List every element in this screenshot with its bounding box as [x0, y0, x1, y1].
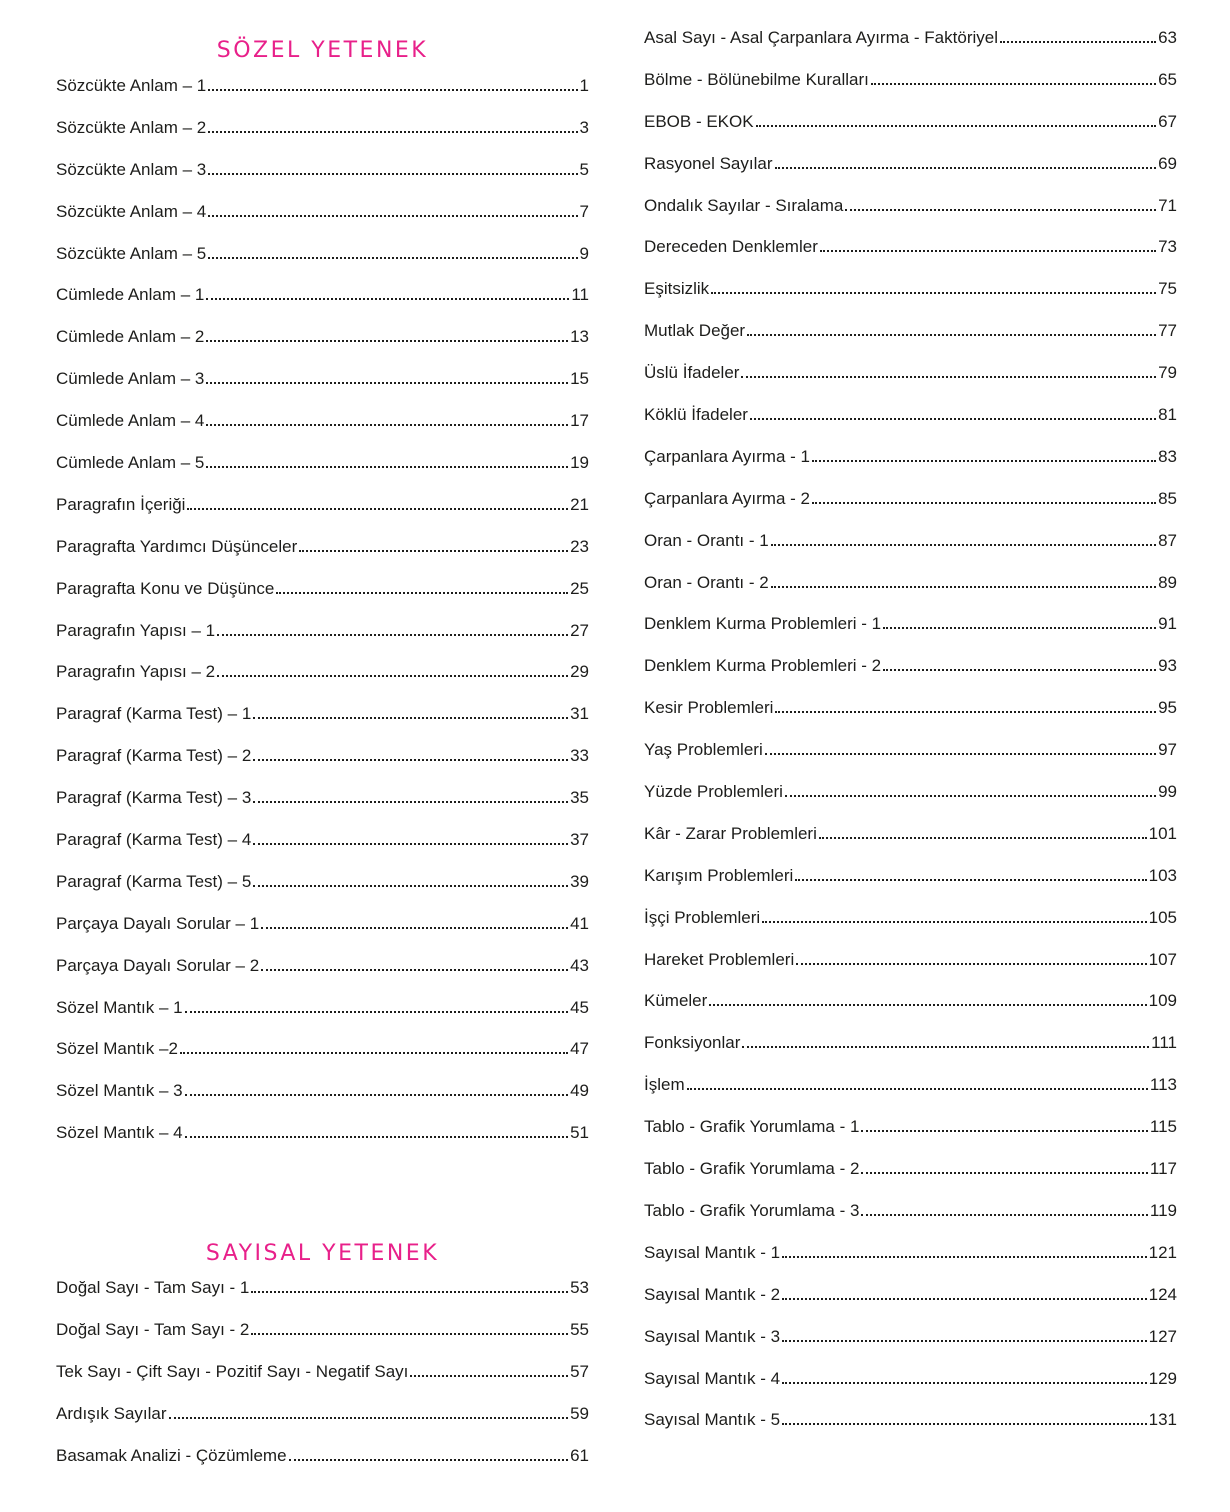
toc-entry-title: Paragrafta Yardımcı Düşünceler [56, 536, 298, 556]
toc-entry-title: Kâr - Zarar Problemleri [644, 823, 817, 843]
toc-entry-title: Cümlede Anlam – 1 [56, 285, 205, 305]
toc-entry-title: Doğal Sayı - Tam Sayı - 1 [56, 1278, 250, 1297]
toc-entry-title: İşlem [644, 1075, 685, 1095]
dot-leader [820, 236, 1156, 252]
toc-entry-page-number: 43 [570, 955, 589, 975]
toc-entry [644, 27, 1177, 69]
dot-leader [251, 1277, 568, 1293]
toc-entry-page-number: 124 [1148, 1284, 1177, 1304]
toc-entry-title: Rasyonel Sayılar [644, 153, 773, 173]
toc-entry-title: Sayısal Mantık - 4 [644, 1368, 781, 1388]
toc-entry-title: Mutlak Değer [644, 321, 746, 341]
dot-leader [253, 871, 568, 887]
toc-entry-title: Paragraf (Karma Test) – 1 [56, 704, 252, 724]
toc-entry-title: Paragraf (Karma Test) – 4 [56, 830, 252, 850]
toc-entry-page-number: 79 [1158, 363, 1177, 383]
toc-entry-page-number: 97 [1158, 740, 1177, 760]
toc-entry-page-number: 41 [570, 913, 589, 933]
dot-leader [812, 488, 1156, 504]
toc-entry [56, 1277, 589, 1319]
dot-leader [206, 368, 568, 384]
dot-leader [206, 452, 568, 468]
toc-entry [56, 955, 589, 997]
toc-entry-title: Ardışık Sayılar [56, 1403, 167, 1423]
toc-entry [56, 201, 589, 243]
toc-entry-title: Basamak Analizi - Çözümleme [56, 1445, 287, 1465]
toc-entry-title: Cümlede Anlam – 4 [56, 411, 205, 431]
toc-entry-title: Hareket Problemleri [644, 949, 795, 969]
toc-entry [56, 745, 589, 787]
dot-leader [253, 703, 568, 719]
toc-entry [644, 655, 1177, 697]
toc-entry-page-number: 71 [1158, 195, 1177, 215]
dot-leader [187, 494, 568, 510]
dot-leader [217, 661, 568, 677]
toc-entry [644, 1116, 1177, 1158]
toc-entry [56, 620, 589, 662]
toc-entry [644, 153, 1177, 195]
dot-leader [1000, 27, 1156, 43]
toc-entry [644, 1368, 1177, 1410]
toc-entry [56, 871, 589, 913]
toc-entry-page-number: 111 [1151, 1033, 1177, 1053]
toc-entry [644, 1284, 1177, 1326]
toc-entry-title: Köklü İfadeler [644, 405, 748, 425]
toc-entry-page-number: 9 [579, 243, 589, 263]
toc-entry-title: Paragrafın Yapısı – 1 [56, 620, 216, 640]
toc-entry-title: Üslü İfadeler [644, 363, 740, 383]
toc-entry-page-number: 95 [1158, 698, 1177, 718]
toc-entry-page-number: 67 [1158, 111, 1177, 131]
toc-entry-title: Çarpanlara Ayırma - 2 [644, 488, 810, 508]
toc-entry [644, 613, 1177, 655]
toc-entry-page-number: 61 [570, 1445, 589, 1465]
dot-leader [742, 1032, 1149, 1048]
toc-entry-title: Denklem Kurma Problemleri - 2 [644, 656, 882, 676]
sayisal-section-title: SAYISAL YETENEK [205, 1241, 440, 1266]
toc-entry-title: Paragraf (Karma Test) – 5 [56, 871, 252, 891]
dot-leader [185, 1080, 568, 1096]
dot-leader [819, 823, 1147, 839]
toc-entry-page-number: 63 [1158, 28, 1177, 47]
toc-entry-page-number: 131 [1148, 1410, 1177, 1430]
toc-entry-title: Doğal Sayı - Tam Sayı - 2 [56, 1319, 250, 1339]
toc-entry [56, 117, 589, 159]
dot-leader [208, 75, 577, 91]
toc-entry [56, 578, 589, 620]
toc-entry [56, 368, 589, 410]
toc-entry-page-number: 127 [1148, 1326, 1177, 1346]
dot-leader [883, 655, 1156, 671]
dot-leader [756, 111, 1156, 127]
toc-entry-title: EBOB - EKOK [644, 111, 754, 131]
dot-leader [253, 745, 568, 761]
dot-leader [410, 1361, 568, 1377]
dot-leader [208, 201, 577, 217]
toc-entry [56, 159, 589, 201]
toc-entry-page-number: 115 [1149, 1117, 1177, 1137]
toc-entry-page-number: 49 [570, 1081, 589, 1101]
toc-entry-title: Paragrafın Yapısı – 2 [56, 662, 216, 682]
toc-entry [56, 1319, 589, 1361]
toc-entry-page-number: 13 [570, 327, 589, 347]
toc-entry [644, 278, 1177, 320]
toc-entry-title: Tablo - Grafik Yorumlama - 3 [644, 1200, 860, 1220]
toc-entry-page-number: 105 [1148, 907, 1177, 927]
toc-entry [644, 907, 1177, 949]
dot-leader [785, 781, 1156, 797]
toc-entry-page-number: 89 [1158, 572, 1177, 592]
toc-entry-title: Tablo - Grafik Yorumlama - 2 [644, 1159, 860, 1179]
toc-entry-page-number: 37 [570, 830, 589, 850]
dot-leader [795, 865, 1146, 881]
dot-leader [208, 243, 577, 259]
toc-entry-page-number: 93 [1158, 656, 1177, 676]
toc-entry [56, 913, 589, 955]
toc-entry-title: Yaş Problemleri [644, 740, 763, 760]
toc-entry-title: Yüzde Problemleri [644, 782, 783, 802]
dot-leader [782, 1368, 1147, 1384]
dot-leader [782, 1409, 1147, 1425]
dot-leader [687, 1074, 1148, 1090]
toc-entry [644, 572, 1177, 614]
toc-entry [56, 829, 589, 871]
toc-entry [644, 1326, 1177, 1368]
toc-entry-page-number: 121 [1148, 1242, 1177, 1262]
dot-leader [253, 829, 568, 845]
dot-leader [762, 907, 1146, 923]
sozel-toc-list [56, 75, 589, 1164]
toc-entry-title: Paragrafta Konu ve Düşünce [56, 578, 275, 598]
toc-entry-page-number: 27 [570, 620, 589, 640]
dot-leader [765, 739, 1156, 755]
toc-entry [644, 69, 1177, 111]
dot-leader [796, 949, 1146, 965]
toc-entry-page-number: 107 [1148, 949, 1177, 969]
toc-entry-page-number: 15 [570, 369, 589, 389]
toc-entry-page-number: 11 [571, 285, 589, 305]
toc-entry-page-number: 85 [1158, 488, 1177, 508]
toc-entry [56, 243, 589, 285]
toc-entry [644, 781, 1177, 823]
toc-entry-title: Oran - Orantı - 1 [644, 530, 769, 550]
toc-entry-page-number: 7 [579, 201, 589, 221]
toc-entry-page-number: 53 [570, 1278, 589, 1297]
toc-entry [644, 865, 1177, 907]
toc-entry-title: Sözel Mantık – 1 [56, 997, 183, 1017]
dot-leader [206, 410, 568, 426]
toc-entry-page-number: 51 [570, 1123, 589, 1143]
toc-entry-title: Kümeler [644, 991, 708, 1011]
toc-entry [644, 697, 1177, 739]
toc-entry [644, 195, 1177, 237]
dot-leader [861, 1158, 1147, 1174]
toc-entry-page-number: 31 [570, 704, 589, 724]
toc-entry-title: Paragraf (Karma Test) – 3 [56, 788, 252, 808]
toc-entry-title: Sözcükte Anlam – 2 [56, 117, 207, 137]
toc-entry-title: Sayısal Mantık - 5 [644, 1410, 781, 1430]
dot-leader [261, 955, 568, 971]
toc-entry [56, 326, 589, 368]
toc-entry-page-number: 87 [1158, 530, 1177, 550]
toc-entry [56, 1403, 589, 1445]
toc-entry-page-number: 129 [1148, 1368, 1177, 1388]
dot-leader [747, 320, 1156, 336]
toc-entry [56, 1361, 589, 1403]
toc-entry [644, 111, 1177, 153]
toc-entry [56, 410, 589, 452]
toc-entry [644, 446, 1177, 488]
dot-leader [711, 278, 1156, 294]
dot-leader [276, 578, 568, 594]
toc-entry [56, 494, 589, 536]
toc-entry-title: Sayısal Mantık - 1 [644, 1242, 781, 1262]
toc-entry-title: Çarpanlara Ayırma - 1 [644, 446, 810, 466]
dot-leader [217, 620, 568, 636]
toc-entry-title: Dereceden Denklemler [644, 237, 818, 257]
toc-entry [56, 787, 589, 829]
toc-entry-page-number: 83 [1158, 446, 1177, 466]
dot-leader [775, 697, 1156, 713]
toc-entry-title: İşçi Problemleri [644, 907, 761, 927]
toc-entry-page-number: 65 [1158, 69, 1177, 89]
toc-entry-page-number: 57 [570, 1361, 589, 1381]
dot-leader [871, 69, 1156, 85]
toc-entry-title: Oran - Orantı - 2 [644, 572, 769, 592]
toc-entry-page-number: 1 [579, 76, 589, 95]
toc-entry [56, 1038, 589, 1080]
toc-entry-title: Eşitsizlik [644, 279, 710, 299]
toc-entry [644, 320, 1177, 362]
toc-entry-page-number: 119 [1149, 1200, 1177, 1220]
sozel-section-title: SÖZEL YETENEK [216, 38, 429, 63]
dot-leader [775, 153, 1157, 169]
toc-entry-page-number: 103 [1148, 865, 1177, 885]
dot-leader [299, 536, 568, 552]
toc-entry-title: Sayısal Mantık - 3 [644, 1326, 781, 1346]
toc-entry [644, 1032, 1177, 1074]
dot-leader [741, 362, 1156, 378]
toc-entry-title: Sözcükte Anlam – 1 [56, 76, 207, 95]
toc-entry [644, 1200, 1177, 1242]
dot-leader [771, 530, 1156, 546]
toc-entry [56, 703, 589, 745]
toc-entry-title: Sözel Mantık –2 [56, 1039, 178, 1059]
toc-entry-page-number: 77 [1158, 321, 1177, 341]
toc-entry [56, 1122, 589, 1164]
toc-entry [644, 488, 1177, 530]
dot-leader [771, 572, 1156, 588]
toc-entry [56, 661, 589, 703]
dot-leader [251, 1319, 568, 1335]
dot-leader [169, 1403, 569, 1419]
dot-leader [261, 913, 568, 929]
dot-leader [812, 446, 1156, 462]
toc-entry [56, 1080, 589, 1122]
toc-entry-title: Paragrafın İçeriği [56, 494, 186, 514]
toc-entry-page-number: 73 [1158, 237, 1177, 257]
toc-entry [644, 990, 1177, 1032]
toc-entry-page-number: 47 [570, 1039, 589, 1059]
dot-leader [709, 990, 1146, 1006]
toc-entry-title: Cümlede Anlam – 5 [56, 453, 205, 473]
toc-entry-title: Ondalık Sayılar - Sıralama [644, 195, 844, 215]
toc-entry-title: Tek Sayı - Çift Sayı - Pozitif Sayı - Negatif Sayı [56, 1361, 409, 1381]
dot-leader [883, 613, 1156, 629]
toc-entry-title: Cümlede Anlam – 3 [56, 369, 205, 389]
dot-leader [253, 787, 568, 803]
toc-entry [56, 1445, 589, 1487]
toc-entry [644, 823, 1177, 865]
toc-entry-title: Sayısal Mantık - 2 [644, 1284, 781, 1304]
toc-entry-page-number: 19 [570, 453, 589, 473]
toc-entry-page-number: 25 [570, 578, 589, 598]
toc-entry-page-number: 33 [570, 746, 589, 766]
toc-entry [644, 1242, 1177, 1284]
dot-leader [208, 117, 577, 133]
dot-leader [206, 326, 568, 342]
toc-entry-page-number: 45 [570, 997, 589, 1017]
dot-leader [750, 404, 1156, 420]
dot-leader [861, 1116, 1147, 1132]
toc-entry-title: Bölme - Bölünebilme Kuralları [644, 69, 869, 89]
toc-entry [56, 284, 589, 326]
toc-entry-page-number: 91 [1158, 614, 1177, 634]
toc-entry-title: Kesir Problemleri [644, 698, 774, 718]
toc-entry-page-number: 29 [570, 662, 589, 682]
toc-entry [644, 1158, 1177, 1200]
toc-entry-page-number: 113 [1149, 1075, 1177, 1095]
toc-entry-page-number: 75 [1158, 279, 1177, 299]
toc-entry [644, 236, 1177, 278]
toc-entry-page-number: 69 [1158, 153, 1177, 173]
toc-entry-page-number: 35 [570, 788, 589, 808]
toc-entry-title: Tablo - Grafik Yorumlama - 1 [644, 1117, 860, 1137]
toc-entry-title: Fonksiyonlar [644, 1033, 741, 1053]
toc-entry [644, 404, 1177, 446]
dot-leader [185, 1122, 568, 1138]
toc-entry-page-number: 55 [570, 1319, 589, 1339]
toc-entry-title: Sözel Mantık – 3 [56, 1081, 183, 1101]
toc-entry-title: Cümlede Anlam – 2 [56, 327, 205, 347]
dot-leader [180, 1038, 568, 1054]
toc-entry-title: Paragraf (Karma Test) – 2 [56, 746, 252, 766]
toc-entry-title: Asal Sayı - Asal Çarpanlara Ayırma - Faktöriyel [644, 28, 998, 47]
toc-entry-page-number: 3 [579, 117, 589, 137]
toc-entry-title: Parçaya Dayalı Sorular – 2 [56, 955, 260, 975]
toc-entry-title: Sözel Mantık – 4 [56, 1123, 183, 1143]
sayisal-toc-list-right [644, 27, 1177, 1451]
toc-entry [644, 1409, 1177, 1451]
dot-leader [206, 284, 569, 300]
toc-entry [644, 949, 1177, 991]
toc-entry-page-number: 39 [570, 871, 589, 891]
toc-entry-page-number: 17 [570, 411, 589, 431]
toc-entry [644, 530, 1177, 572]
toc-entry-page-number: 5 [579, 159, 589, 179]
toc-entry-title: Denklem Kurma Problemleri - 1 [644, 614, 882, 634]
toc-entry-page-number: 99 [1158, 782, 1177, 802]
toc-entry-title: Sözcükte Anlam – 5 [56, 243, 207, 263]
toc-entry-title: Sözcükte Anlam – 4 [56, 201, 207, 221]
toc-entry-page-number: 81 [1158, 405, 1177, 425]
toc-entry [56, 452, 589, 494]
dot-leader [782, 1284, 1147, 1300]
toc-entry-page-number: 117 [1149, 1159, 1177, 1179]
dot-leader [845, 195, 1156, 211]
sayisal-toc-list-left [56, 1277, 589, 1486]
dot-leader [208, 159, 577, 175]
toc-entry-title: Parçaya Dayalı Sorular – 1 [56, 913, 260, 933]
toc-entry-title: Sözcükte Anlam – 3 [56, 159, 207, 179]
toc-entry-page-number: 109 [1148, 991, 1177, 1011]
dot-leader [185, 997, 568, 1013]
toc-entry-page-number: 21 [570, 494, 589, 514]
toc-entry [56, 536, 589, 578]
dot-leader [861, 1200, 1147, 1216]
dot-leader [782, 1242, 1147, 1258]
toc-entry [56, 75, 589, 117]
toc-entry-page-number: 23 [570, 536, 589, 556]
toc-entry-page-number: 59 [570, 1403, 589, 1423]
toc-entry [644, 1074, 1177, 1116]
toc-entry-title: Karışım Problemleri [644, 865, 794, 885]
toc-entry [644, 739, 1177, 781]
toc-entry [56, 997, 589, 1039]
dot-leader [782, 1326, 1147, 1342]
toc-entry-page-number: 101 [1148, 823, 1177, 843]
dot-leader [289, 1445, 569, 1461]
toc-entry [644, 362, 1177, 404]
